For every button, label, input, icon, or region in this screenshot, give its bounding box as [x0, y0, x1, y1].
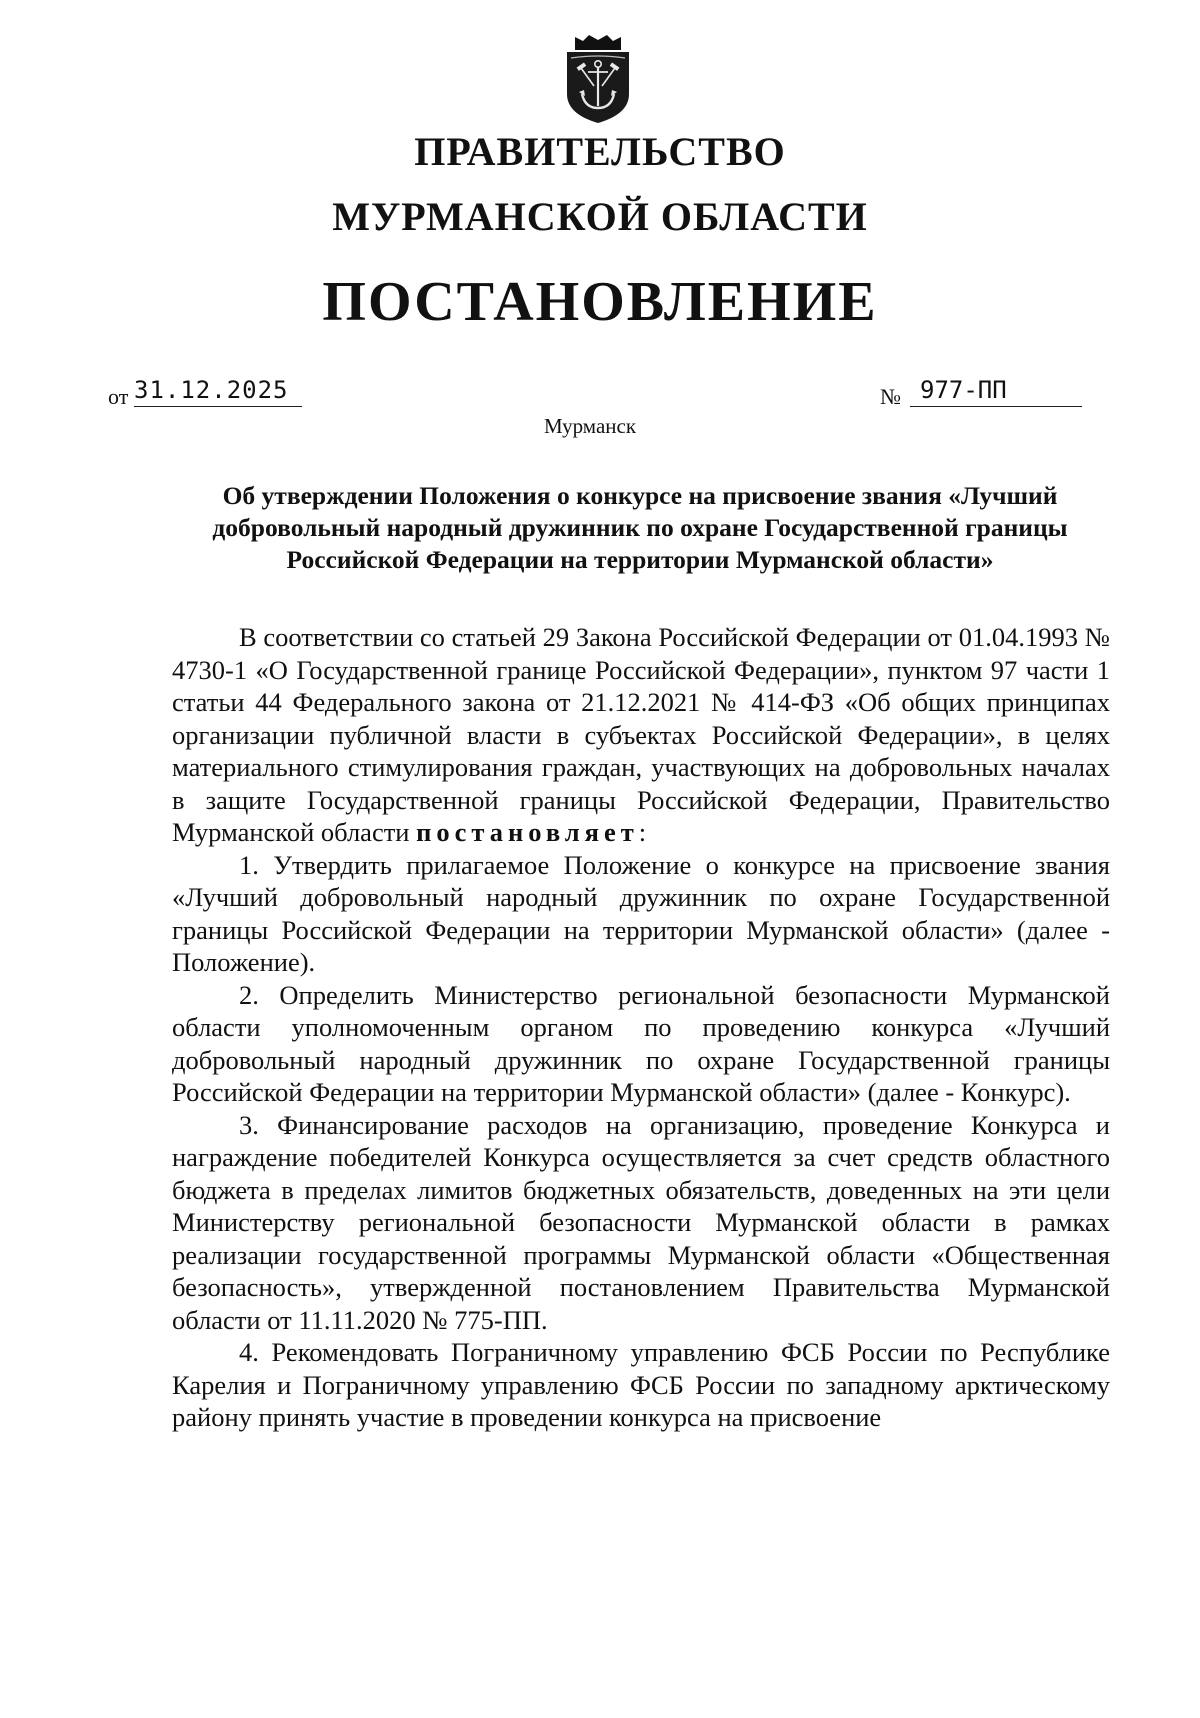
murmansk-coat-of-arms-icon	[561, 34, 635, 124]
preamble-paragraph	[172, 621, 1110, 849]
document-date: 31.12.2025	[134, 376, 302, 407]
item-1-paragraph: 1. Утвердить прилагаемое Положение о конкурсе на присвоение звания «Лучший добровольный народный дружинник по охране Государственной границы Российской Федерации на территории Мурманской области» (далее - Положение).	[172, 849, 1110, 977]
decree-colon: :	[638, 817, 647, 847]
document-title: Об утверждении Положения о конкурсе на присвоение звания «Лучший добровольный народный дружинник по охране Государственной границы Российской Федерации на территории Мурманской области»	[212, 481, 1068, 574]
document-type-heading: ПОСТАНОВЛЕНИЕ	[322, 271, 878, 333]
date-label: от	[108, 384, 129, 409]
decree-word: постановляет	[416, 817, 639, 847]
document-body	[172, 621, 1110, 1434]
city: Мурманск	[543, 414, 637, 438]
item-3-paragraph: 3. Финансирование расходов на организацию, проведение Конкурса и награждение победителей Конкурса осуществляется за счет средств областного бюджета в пределах лимитов бюджетных обязательств, доведенных на эти цели Министерству региональной безопасности Мурманской области в рамках реализации государственной программы Мурманской области «Общественная безопасность», утвержденной постановлением Правительства Мурманской области от 11.11.2020 № 775-ПП.	[172, 1109, 1110, 1335]
document-number: 977-ПП	[910, 376, 1082, 407]
org-name-line1: ПРАВИТЕЛЬСТВО	[414, 129, 786, 174]
number-label: №	[880, 384, 901, 409]
org-name-line2: МУРМАНСКОЙ ОБЛАСТИ	[332, 194, 868, 239]
item-2-paragraph: 2. Определить Министерство региональной безопасности Мурманской области уполномоченным органом по проведению конкурса «Лучший добровольный народный дружинник по охране Государственной границы Российской Федерации на территории Мурманской области» (далее - Конкурс).	[172, 979, 1110, 1107]
preamble-text: В соответствии со статьей 29 Закона Российской Федерации от 01.04.1993 № 4730-1 «О Государственной границе Российской Федерации», пунктом 97 части 1 статьи 44 Федерального закона от 21.12.2021 № 414-ФЗ «Об общих принципах организации публичной власти в субъектах Российской Федерации», в целях материального стимулирования граждан, участвующих на добровольных началах в защите Государственной границы Российской Федерации, Правительство Мурманской области	[172, 622, 1110, 847]
item-4-paragraph: 4. Рекомендовать Пограничному управлению ФСБ России по Республике Карелия и Пограничному управлению ФСБ России по западному арктическому району принять участие в проведении конкурса на присвоение	[172, 1337, 1110, 1432]
